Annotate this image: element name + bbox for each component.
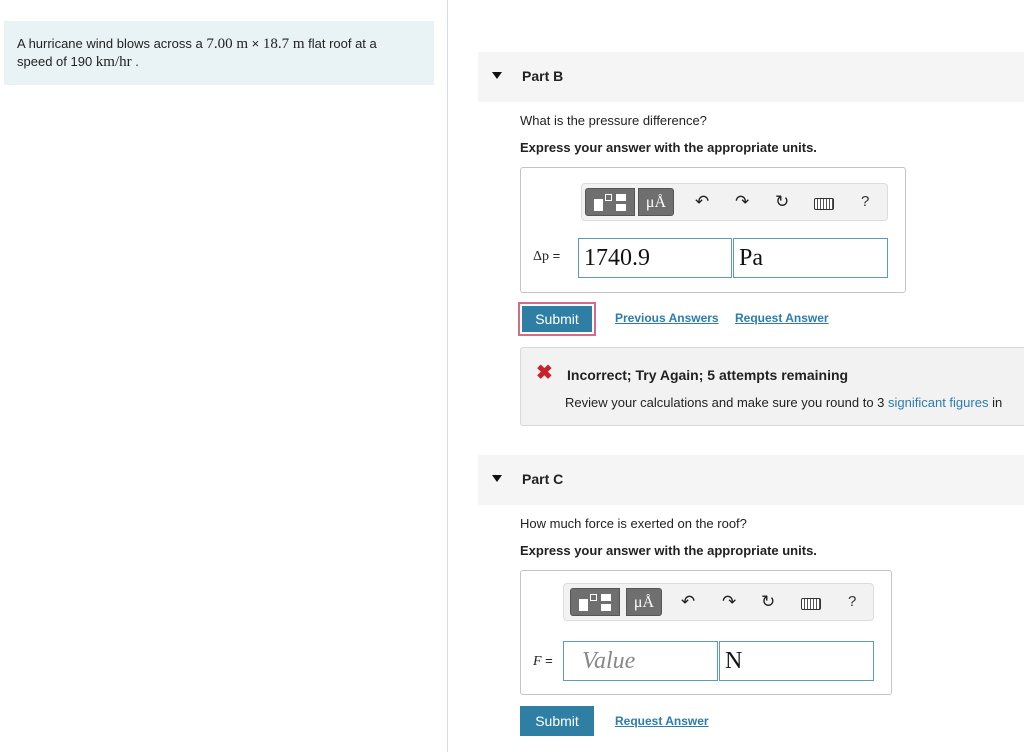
redo-icon[interactable]: ↷ <box>735 192 750 211</box>
help-icon[interactable]: ? <box>861 193 870 210</box>
problem-text: A hurricane wind blows across a <box>17 36 207 51</box>
reset-icon[interactable]: ↻ <box>761 592 776 611</box>
part-b-feedback <box>520 347 1024 426</box>
collapse-caret-icon[interactable] <box>492 475 502 482</box>
undo-icon[interactable]: ↶ <box>681 592 696 611</box>
problem-dimension-1: 7.00 m <box>206 36 248 52</box>
part-b-value-input[interactable]: 1740.9 <box>578 238 732 278</box>
units-button[interactable]: μÅ <box>638 188 674 216</box>
times-sign: × <box>251 36 260 51</box>
problem-text-mid: flat roof at a <box>304 36 377 51</box>
part-c-toolbar <box>563 583 874 621</box>
feedback-text: Review your calculations and make sure you round to 3 <box>565 395 889 410</box>
part-b-request-answer-link[interactable]: Request Answer <box>735 311 829 325</box>
problem-pane <box>0 0 448 752</box>
equals-sign: = <box>541 653 553 668</box>
problem-speed-unit: km/hr <box>95 54 132 70</box>
part-c-unit-input[interactable]: N <box>719 641 874 681</box>
part-c-header[interactable] <box>478 455 1024 505</box>
part-c-variable-label <box>533 653 553 670</box>
part-b-unit-input[interactable]: Pa <box>733 238 888 278</box>
significant-figures-link[interactable]: significant figures <box>888 395 989 410</box>
part-b-instruction: Express your answer with the appropriate units. <box>520 140 817 155</box>
part-c-request-answer-link[interactable]: Request Answer <box>615 714 709 728</box>
keyboard-icon[interactable] <box>814 198 834 210</box>
part-b-title: Part B <box>522 68 564 84</box>
reset-icon[interactable]: ↻ <box>775 192 790 211</box>
part-b-header[interactable] <box>478 52 1024 102</box>
problem-speed-text: speed of 190 <box>17 54 96 69</box>
problem-statement <box>4 21 434 85</box>
variable-symbol: F <box>533 654 542 669</box>
keyboard-icon[interactable] <box>801 598 821 610</box>
help-icon[interactable]: ? <box>848 593 857 610</box>
part-b-answer-box <box>520 167 906 293</box>
undo-icon[interactable]: ↶ <box>695 192 710 211</box>
part-c-submit-button[interactable]: Submit <box>520 706 594 736</box>
part-b-submit-button[interactable]: Submit <box>521 305 593 333</box>
variable-symbol: Δp <box>533 249 550 264</box>
redo-icon[interactable]: ↷ <box>722 592 737 611</box>
feedback-body <box>565 395 1002 410</box>
part-c-title: Part C <box>522 471 564 487</box>
previous-answers-link[interactable]: Previous Answers <box>615 311 719 325</box>
problem-period: . <box>131 54 139 69</box>
templates-button[interactable] <box>570 588 620 616</box>
part-b-toolbar <box>581 183 888 221</box>
feedback-tail: in <box>988 395 1003 410</box>
incorrect-icon: ✖ <box>536 362 553 384</box>
part-c-question: How much force is exerted on the roof? <box>520 516 747 531</box>
units-button[interactable]: μÅ <box>626 588 662 616</box>
feedback-heading: Incorrect; Try Again; 5 attempts remaining <box>567 367 849 383</box>
collapse-caret-icon[interactable] <box>492 72 502 79</box>
templates-button[interactable] <box>585 188 635 216</box>
part-c-value-input[interactable]: Value <box>563 641 718 681</box>
problem-dimension-2: 18.7 m <box>262 36 305 52</box>
part-c-answer-box <box>520 570 892 695</box>
part-c-instruction: Express your answer with the appropriate units. <box>520 543 817 558</box>
part-b-question: What is the pressure difference? <box>520 113 707 128</box>
equals-sign: = <box>549 248 561 263</box>
part-b-variable-label <box>533 248 560 265</box>
